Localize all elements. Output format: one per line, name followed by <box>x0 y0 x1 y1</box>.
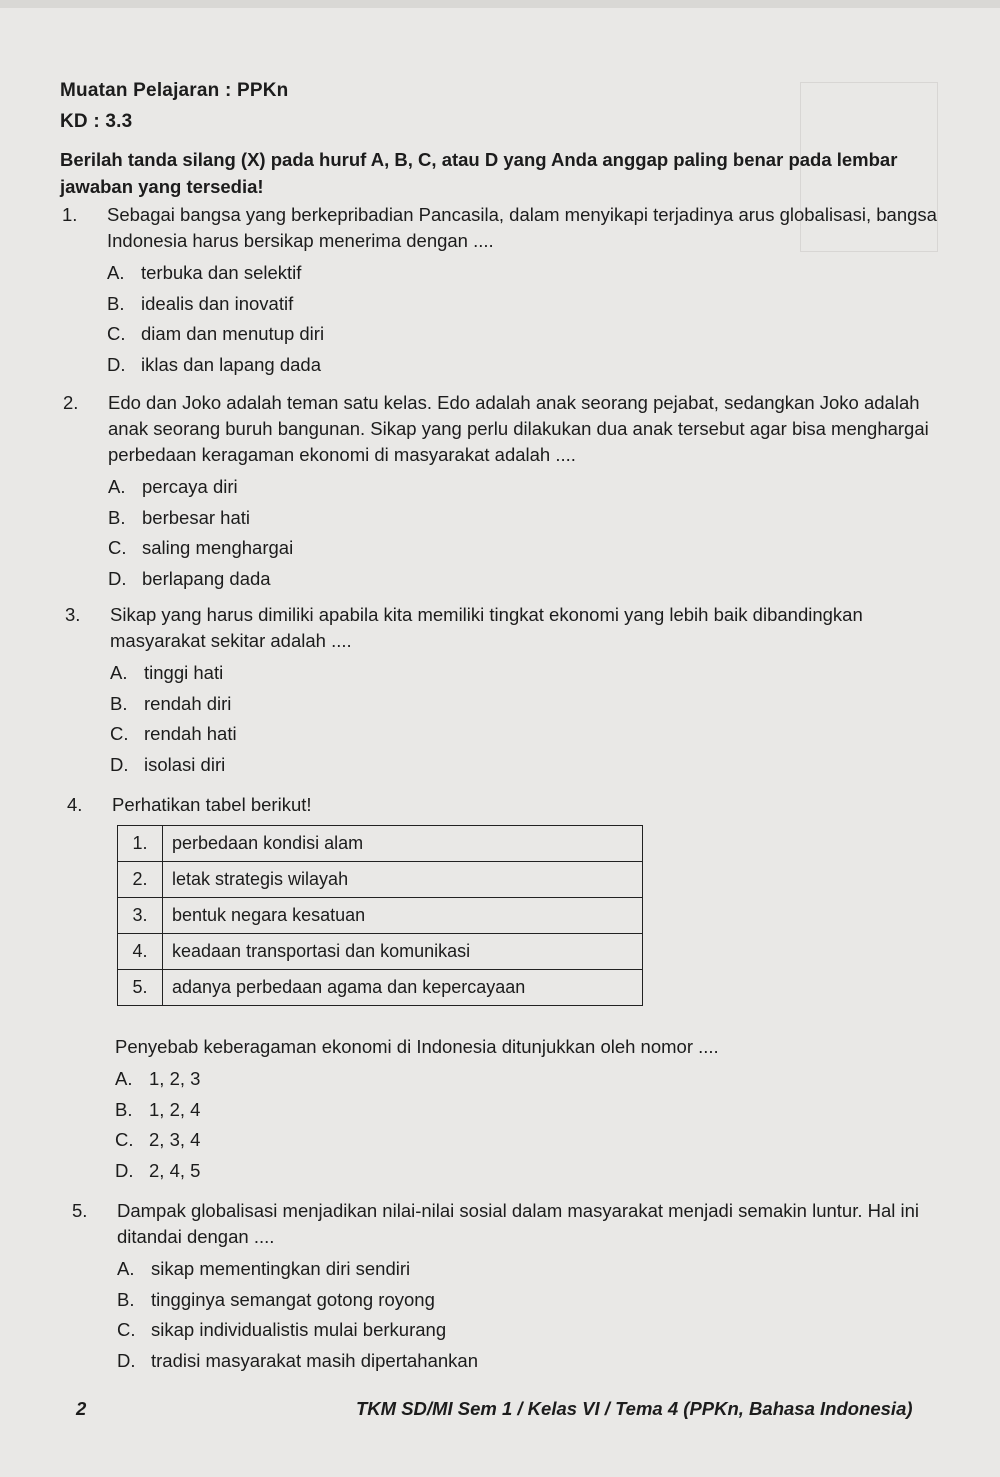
option-letter: A. <box>115 1068 133 1089</box>
option-letter: D. <box>115 1159 134 1181</box>
option-text: saling menghargai <box>142 537 294 558</box>
option-text: idealis dan inovatif <box>141 292 294 314</box>
option-text: berbesar hati <box>142 506 250 528</box>
option-d <box>110 750 945 781</box>
option-d <box>115 1156 940 1187</box>
footer-caption: TKM SD/MI Sem 1 / Kelas VI / Tema 4 (PPKn, Bahasa Indonesia) <box>356 1398 913 1419</box>
option-letter: B. <box>107 292 125 314</box>
option-a <box>117 1254 952 1285</box>
option-c <box>110 719 945 750</box>
row-number: 1. <box>118 826 163 862</box>
option-b <box>110 689 945 720</box>
option-list <box>110 658 945 780</box>
option-text: berlapang dada <box>142 567 271 589</box>
row-number: 5. <box>118 970 163 1006</box>
option-d <box>107 350 942 381</box>
row-text: adanya perbedaan agama dan kepercayaan <box>163 970 643 1006</box>
option-text: sikap individualistis mulai berkurang <box>151 1319 447 1340</box>
option-b <box>115 1095 940 1126</box>
option-list <box>115 1064 940 1186</box>
option-text: sikap mementingkan diri sendiri <box>151 1258 411 1279</box>
instruction: Berilah tanda silang (X) pada huruf A, B, C, atau D yang Anda anggap paling benar pada lembar jawaban yang tersedia! <box>60 149 898 197</box>
option-letter: D. <box>110 753 129 775</box>
question-followup-text: Penyebab keberagaman ekonomi di Indonesia ditunjukkan oleh nomor .... <box>115 1036 719 1057</box>
option-letter: A. <box>107 262 125 283</box>
question-4-table <box>117 825 643 1006</box>
option-letter: C. <box>107 323 126 344</box>
option-text: tingginya semangat gotong royong <box>151 1288 435 1310</box>
row-text: perbedaan kondisi alam <box>163 826 643 862</box>
table-row <box>118 826 643 862</box>
question-text: Sebagai bangsa yang berkepribadian Pancasila, dalam menyikapi terjadinya arus globalisasi, bangsa Indonesia harus bersikap menerima dengan .... <box>107 204 937 251</box>
option-text: tinggi hati <box>144 662 224 683</box>
row-number: 3. <box>118 898 163 934</box>
row-text: letak strategis wilayah <box>163 862 643 898</box>
option-c <box>117 1315 952 1346</box>
question-text: Edo dan Joko adalah teman satu kelas. Edo adalah anak seorang pejabat, sedangkan Joko adalah anak seorang buruh bangunan. Sikap yang perlu dilakukan dua anak tersebut agar bisa menghargai perbedaan keragaman ekonomi di masyarakat adalah .... <box>108 392 929 465</box>
question-number: 4. <box>67 794 83 815</box>
option-list <box>107 258 942 380</box>
option-a <box>107 258 942 289</box>
option-b <box>117 1285 952 1316</box>
option-letter: B. <box>110 692 128 714</box>
option-text: iklas dan lapang dada <box>141 353 322 375</box>
subject-line: Muatan Pelajaran : PPKn <box>60 80 289 101</box>
question-3 <box>65 602 945 780</box>
question-number: 5. <box>72 1200 88 1221</box>
row-text: keadaan transportasi dan komunikasi <box>163 934 643 970</box>
option-b <box>107 289 942 320</box>
row-text: bentuk negara kesatuan <box>163 898 643 934</box>
question-4-followup <box>70 1034 940 1186</box>
option-text: tradisi masyarakat masih dipertahankan <box>151 1349 478 1371</box>
option-letter: B. <box>115 1098 133 1120</box>
option-letter: C. <box>110 723 129 744</box>
option-letter: A. <box>117 1258 135 1279</box>
option-d <box>117 1346 952 1377</box>
option-a <box>108 472 945 503</box>
page-number: 2 <box>76 1398 87 1419</box>
option-text: terbuka dan selektif <box>141 262 302 283</box>
option-list <box>117 1254 952 1376</box>
option-a <box>110 658 945 689</box>
option-letter: B. <box>108 506 126 528</box>
option-list <box>108 472 945 594</box>
option-b <box>108 503 945 534</box>
option-letter: D. <box>108 567 127 589</box>
row-number: 4. <box>118 934 163 970</box>
option-text: 2, 4, 5 <box>149 1159 201 1181</box>
option-text: rendah hati <box>144 723 237 744</box>
option-text: diam dan menutup diri <box>141 323 325 344</box>
option-letter: C. <box>115 1129 134 1150</box>
question-5 <box>72 1198 952 1376</box>
option-text: 1, 2, 3 <box>149 1068 201 1089</box>
option-letter: D. <box>107 353 126 375</box>
question-2 <box>63 390 945 594</box>
table-row <box>118 934 643 970</box>
question-text: Dampak globalisasi menjadikan nilai-nilai sosial dalam masyarakat menjadi semakin luntur. Hal ini ditandai dengan .... <box>117 1200 920 1247</box>
kd-line: KD : 3.3 <box>60 111 133 132</box>
question-text: Sikap yang harus dimiliki apabila kita memiliki tingkat ekonomi yang lebih baik dibandingkan masyarakat sekitar adalah .... <box>110 604 863 651</box>
question-text: Perhatikan tabel berikut! <box>112 794 312 815</box>
row-number: 2. <box>118 862 163 898</box>
option-c <box>107 319 942 350</box>
option-letter: C. <box>117 1319 136 1340</box>
table-row <box>118 862 643 898</box>
option-letter: D. <box>117 1349 136 1371</box>
question-4 <box>67 792 947 818</box>
question-number: 2. <box>63 392 79 413</box>
question-number: 1. <box>62 204 78 225</box>
option-d <box>108 564 945 595</box>
option-text: rendah diri <box>144 692 232 714</box>
option-text: 1, 2, 4 <box>149 1098 201 1120</box>
option-letter: A. <box>108 476 126 497</box>
table-row <box>118 970 643 1006</box>
option-text: isolasi diri <box>144 753 226 775</box>
option-text: 2, 3, 4 <box>149 1129 201 1150</box>
question-number: 3. <box>65 604 81 625</box>
page-top-edge <box>0 0 1000 8</box>
table-row <box>118 898 643 934</box>
option-c <box>108 533 945 564</box>
option-text: percaya diri <box>142 476 238 497</box>
question-1 <box>62 202 942 380</box>
option-letter: B. <box>117 1288 135 1310</box>
option-letter: A. <box>110 662 128 683</box>
option-letter: C. <box>108 537 127 558</box>
option-a <box>115 1064 940 1095</box>
option-c <box>115 1125 940 1156</box>
